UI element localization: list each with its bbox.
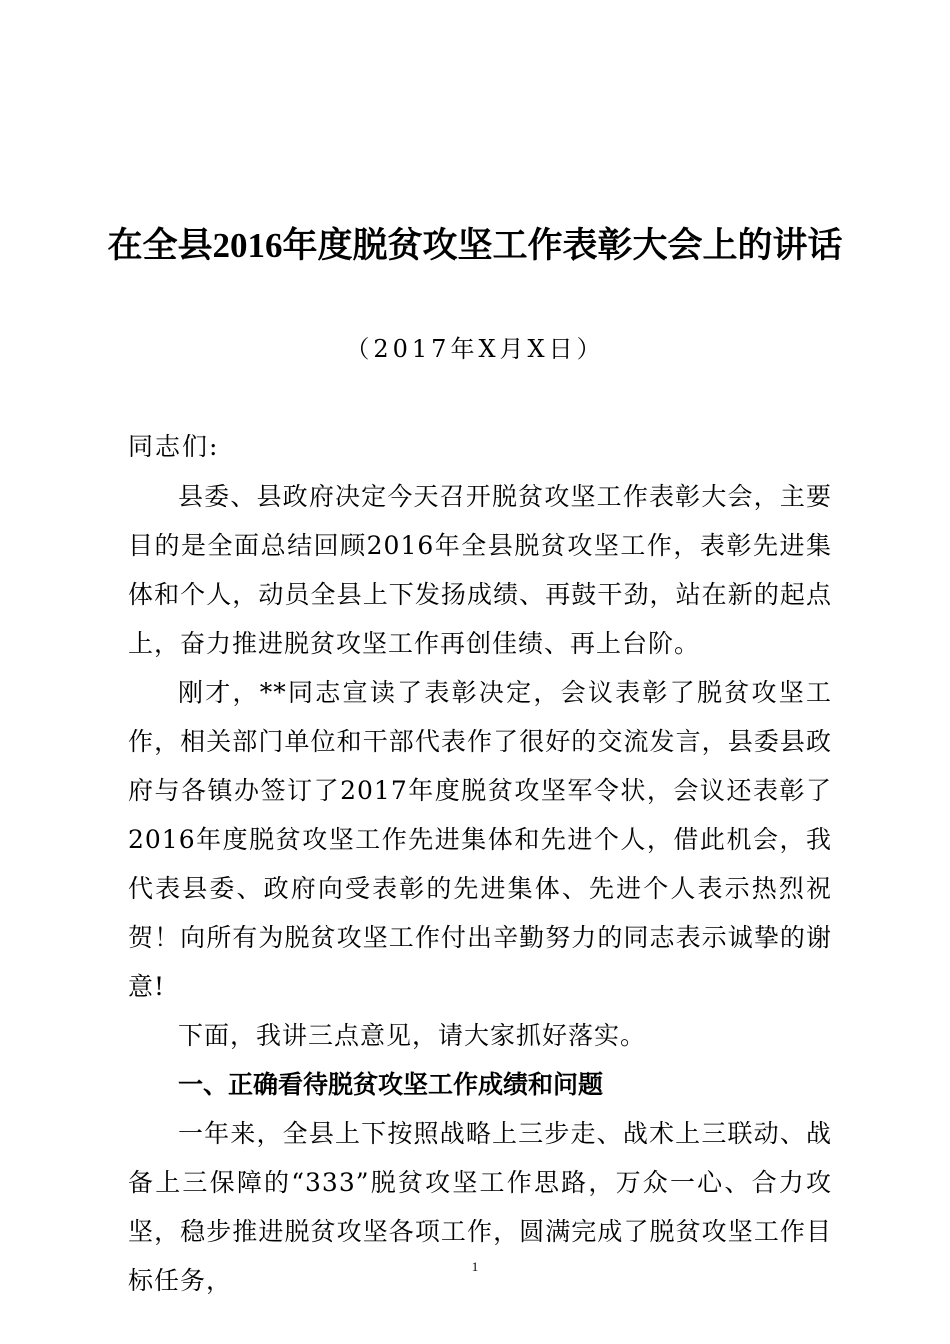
paragraph: 下面，我讲三点意见，请大家抓好落实。 <box>178 1021 647 1050</box>
page-number: 1 <box>471 1259 479 1274</box>
document-title: 在全县2016年度脱贫攻坚工作表彰大会上的讲话 <box>107 226 843 265</box>
paragraph: 县委、县政府决定今天召开脱贫攻坚工作表彰大会，主要目的是全面总结回顾2016年全县脱贫攻坚工作，表彰先进集体和个人，动员全县上下发扬成绩、再鼓干劲，站在新的起点上，奋力推进脱贫攻坚工作再创佳绩、再上台阶。 <box>128 482 832 658</box>
paragraph: 一年来，全县上下按照战略上三步走、战术上三联动、战备上三保障的“333”脱贫攻坚工作思路，万众一心、合力攻坚，稳步推进脱贫攻坚各项工作，圆满完成了脱贫攻坚工作目标任务， <box>128 1119 832 1295</box>
document-body <box>128 472 832 1305</box>
section-heading: 一、正确看待脱贫攻坚工作成绩和问题 <box>178 1070 604 1099</box>
document-date: （2017年X月X日） <box>345 335 605 363</box>
paragraph: 刚才，**同志宣读了表彰决定，会议表彰了脱贫攻坚工作，相关部门单位和干部代表作了很好的交流发言，县委县政府与各镇办签订了2017年度脱贫攻坚军令状，会议还表彰了2016年度脱贫攻坚工作先进集体和先进个人，借此机会，我代表县委、政府向受表彰的先进集体、先进个人表示热烈祝贺！向所有为脱贫攻坚工作付出辛勤努力的同志表示诚挚的谢意! <box>128 678 832 1001</box>
salutation: 同志们: <box>128 432 220 461</box>
